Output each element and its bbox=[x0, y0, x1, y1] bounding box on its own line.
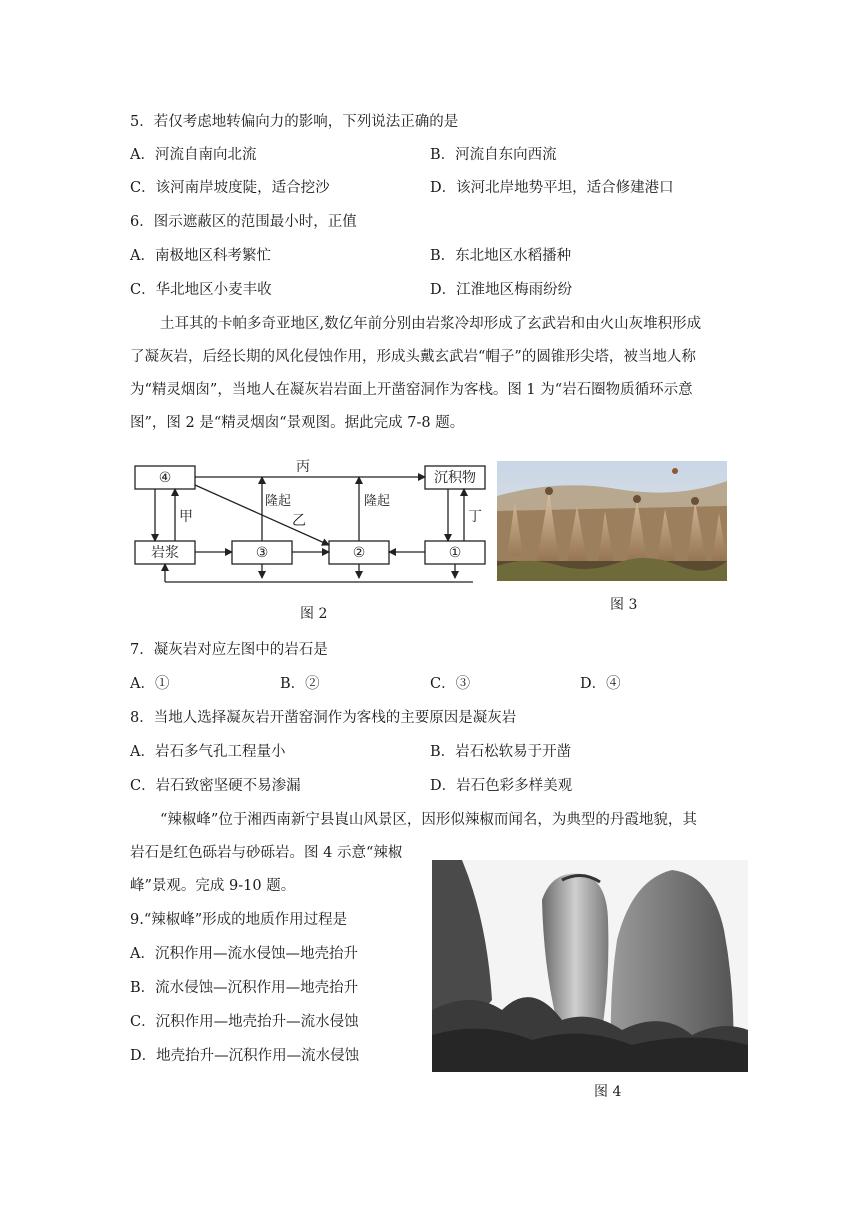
passage78-line3: 为“精灵烟囱”，当地人在凝灰岩岩面上开凿窑洞作为客栈。图 1 为“岩石圈物质循环示意 bbox=[130, 382, 693, 398]
passage910-line1: “辣椒峰”位于湘西南新宁县崀山风景区，因形似辣椒而闻名，为典型的丹霞地貌，其 bbox=[160, 812, 697, 828]
label-uplift-2: 隆起 bbox=[364, 494, 391, 509]
box-magma-label: 岩浆 bbox=[151, 545, 179, 561]
q5-stem: 5．若仅考虑地转偏向力的影响，下列说法正确的是 bbox=[130, 114, 459, 130]
rock-cycle-diagram bbox=[128, 455, 498, 590]
label-uplift-1: 隆起 bbox=[265, 494, 292, 509]
q5-option-b: B．河流自东向西流 bbox=[430, 147, 557, 163]
passage78-line2: 了凝灰岩，后经长期的风化侵蚀作用，形成头戴玄武岩“帽子”的圆锥形尖塔，被当地人称 bbox=[130, 349, 696, 365]
q9-stem: 9.“辣椒峰”形成的地质作用过程是 bbox=[130, 912, 348, 928]
q5-option-c: C．该河南岸坡度陡，适合挖沙 bbox=[130, 180, 330, 196]
q5-option-a: A．河流自南向北流 bbox=[130, 147, 257, 163]
box-2-label: ② bbox=[352, 545, 366, 561]
q6-stem: 6．图示遮蔽区的范围最小时，正值 bbox=[130, 214, 357, 230]
figure-3-caption: 图 3 bbox=[610, 597, 638, 613]
passage78-line1: 土耳其的卡帕多奇亚地区,数亿年前分别由岩浆冷却形成了玄武岩和由火山灰堆积形成 bbox=[160, 316, 702, 332]
q5-option-d: D．该河北岸地势平坦，适合修建港口 bbox=[430, 180, 674, 196]
q7-option-b: B．② bbox=[280, 676, 320, 692]
q7-option-c: C．③ bbox=[430, 676, 471, 692]
q7-option-a: A．① bbox=[130, 676, 170, 692]
fairy-chimney-photo bbox=[497, 461, 727, 581]
q8-option-a: A．岩石多气孔工程量小 bbox=[130, 744, 286, 760]
box-3-label: ③ bbox=[255, 545, 269, 561]
q6-option-c: C．华北地区小麦丰收 bbox=[130, 282, 272, 298]
figure-2-caption: 图 2 bbox=[300, 606, 328, 622]
chili-peak-photo bbox=[432, 860, 748, 1072]
q8-option-d: D．岩石色彩多样美观 bbox=[430, 778, 573, 794]
q9-option-d: D．地壳抬升—沉积作用—流水侵蚀 bbox=[130, 1048, 360, 1064]
passage910-line2: 岩石是红色砾岩与砂砾岩。图 4 示意“辣椒 bbox=[130, 845, 403, 861]
label-jia: 甲 bbox=[179, 509, 193, 525]
label-ding: 丁 bbox=[468, 509, 482, 525]
box-1-label: ① bbox=[448, 545, 462, 561]
q6-option-d: D．江淮地区梅雨纷纷 bbox=[430, 282, 573, 298]
q9-option-a: A．沉积作用—流水侵蚀—地壳抬升 bbox=[130, 946, 358, 962]
passage910-line3: 峰”景观。完成 9-10 题。 bbox=[130, 878, 296, 894]
q6-option-b: B．东北地区水稻播种 bbox=[430, 248, 572, 264]
q8-stem: 8．当地人选择凝灰岩开凿窑洞作为客栈的主要原因是凝灰岩 bbox=[130, 710, 517, 726]
label-yi: 乙 bbox=[292, 513, 306, 529]
q8-option-c: C．岩石致密坚硬不易渗漏 bbox=[130, 778, 301, 794]
label-bing: 丙 bbox=[296, 459, 310, 475]
q6-option-a: A．南极地区科考繁忙 bbox=[130, 248, 271, 264]
q8-option-b: B．岩石松软易于开凿 bbox=[430, 744, 572, 760]
passage78-line4: 图”，图 2 是“精灵烟囱“景观图。据此完成 7-8 题。 bbox=[130, 415, 465, 431]
q7-option-d: D．④ bbox=[580, 676, 621, 692]
figure-4-caption: 图 4 bbox=[594, 1084, 622, 1100]
q9-option-b: B．流水侵蚀—沉积作用—地壳抬升 bbox=[130, 980, 359, 996]
box-sediment-label: 沉积物 bbox=[434, 470, 476, 486]
box-4-label: ④ bbox=[158, 470, 172, 486]
q7-stem: 7．凝灰岩对应左图中的岩石是 bbox=[130, 642, 328, 658]
q9-option-c: C．沉积作用—地壳抬升—流水侵蚀 bbox=[130, 1014, 359, 1030]
